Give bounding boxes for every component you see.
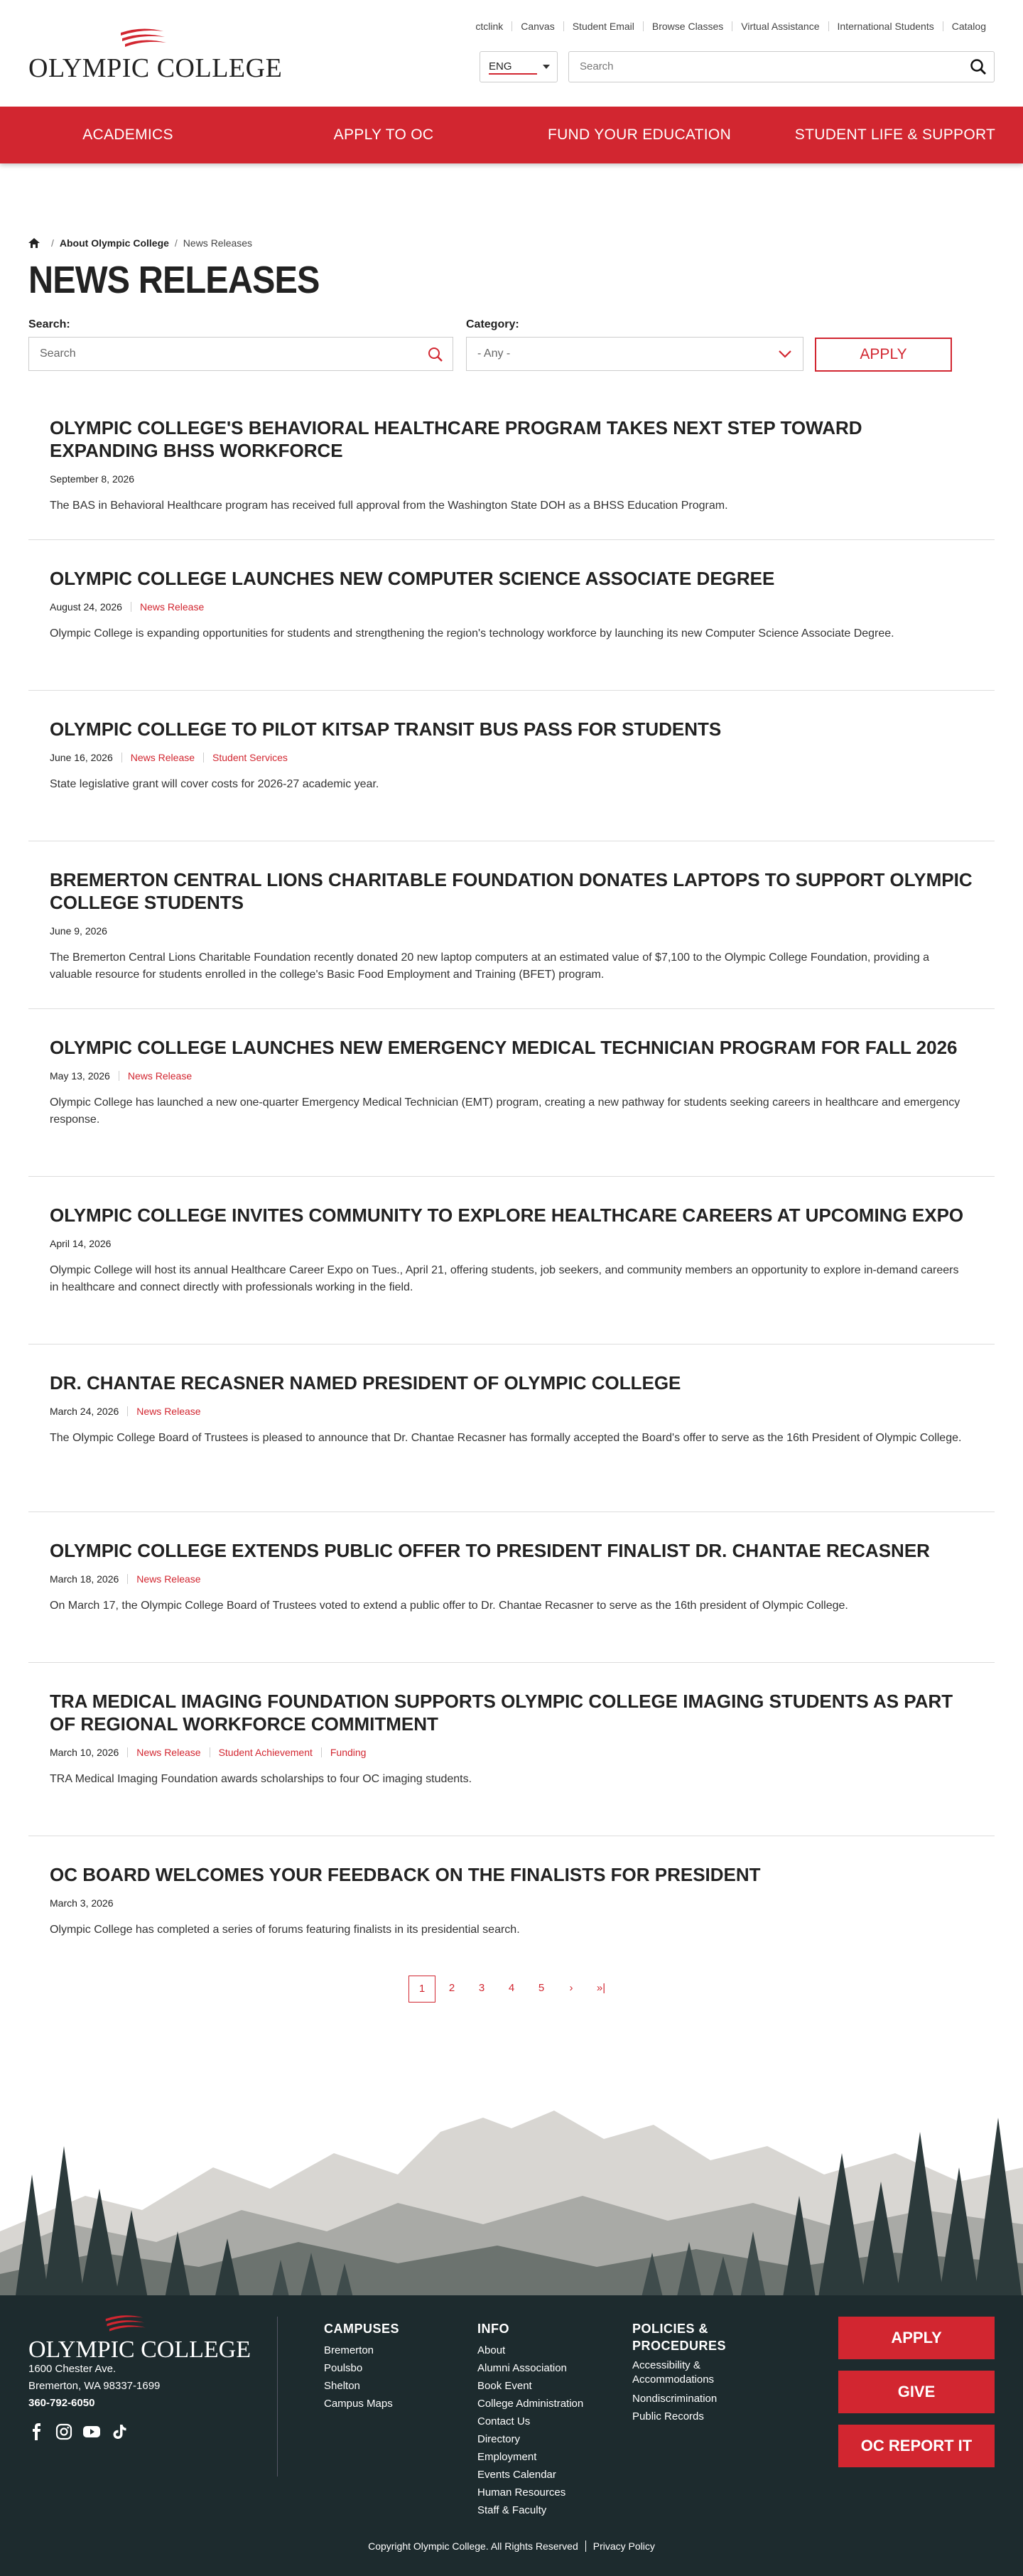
pagination <box>28 1976 995 2003</box>
page-5-link[interactable]: 5 <box>538 1982 545 1994</box>
article-summary: State legislative grant will cover costs for 2026-27 academic year. <box>50 778 379 790</box>
footer-logo-text: OLYMPIC COLLEGE <box>28 2337 251 2363</box>
breadcrumb-current: News Releases <box>183 237 253 249</box>
article-item <box>28 1344 995 1512</box>
article-tag[interactable]: News Release <box>131 602 212 612</box>
search-filter <box>28 318 453 371</box>
page-1-link[interactable]: 1 <box>408 1976 435 2003</box>
article-date: June 16, 2026 <box>50 752 113 763</box>
filters <box>28 318 995 371</box>
policy-link[interactable]: Public Records <box>632 2410 704 2423</box>
home-icon[interactable] <box>28 238 40 248</box>
logo-text: OLYMPIC COLLEGE <box>28 53 283 83</box>
footer-logo[interactable] <box>28 2312 251 2363</box>
copyright-text: Copyright Olympic College. All Rights Reserved <box>368 2540 578 2552</box>
utility-link-virtual-assistance[interactable]: Virtual Assistance <box>732 21 828 31</box>
phone-link[interactable]: 360-792-6050 <box>28 2397 95 2409</box>
article-meta <box>50 925 973 937</box>
utility-link-international-students[interactable]: International Students <box>828 21 943 31</box>
chevron-down-icon <box>777 346 793 362</box>
page-3-link[interactable]: 3 <box>478 1982 485 1994</box>
article-meta <box>50 473 973 485</box>
site-logo[interactable] <box>28 26 283 83</box>
breadcrumb-separator: / <box>174 237 178 249</box>
campus-link[interactable]: Poulsbo <box>324 2362 363 2374</box>
youtube-icon[interactable] <box>82 2423 101 2440</box>
privacy-policy-link[interactable]: Privacy Policy <box>592 2540 655 2552</box>
article-title[interactable]: OLYMPIC COLLEGE INVITES COMMUNITY TO EXPLORE HEALTHCARE CAREERS AT UPCOMING EXPO <box>50 1205 964 1226</box>
article-tag[interactable]: News Release <box>127 1574 209 1584</box>
header-search-input[interactable] <box>568 51 995 82</box>
article-summary: The Bremerton Central Lions Charitable Foundation recently donated 20 new laptop computers at an estimated value of $7,100 to the Olympic College Foundation, providing a valuable resource for students enrolled in the college's Basic Food Employment and Training (BFET) program. <box>50 952 930 981</box>
article-tag[interactable]: Student Achievement <box>210 1747 321 1757</box>
article-meta <box>50 1897 973 1909</box>
article-item <box>28 1512 995 1663</box>
campus-link[interactable]: Bremerton <box>324 2344 374 2356</box>
breadcrumb-parent[interactable]: About Olympic College <box>59 237 169 249</box>
search-input[interactable] <box>28 337 453 371</box>
article-summary: Olympic College has completed a series of forums featuring finalists in its presidential search. <box>50 1924 520 1936</box>
article-date: September 8, 2026 <box>50 473 135 485</box>
footer-policies <box>632 2320 760 2425</box>
article-summary: TRA Medical Imaging Foundation awards scholarships to four OC imaging students. <box>50 1773 472 1785</box>
info-link[interactable]: About <box>477 2344 506 2356</box>
main-content <box>0 237 1023 2003</box>
tiktok-icon[interactable] <box>111 2423 128 2440</box>
article-meta <box>50 1070 973 1082</box>
article-summary: On March 17, the Olympic College Board of Trustees voted to extend a public offer to Dr. Chantae Recasner to serve as the 16th president of Olympic College. <box>50 1600 848 1612</box>
footer-campuses <box>324 2320 399 2413</box>
language-select[interactable] <box>480 51 558 82</box>
utility-link-ctclink[interactable]: ctclink <box>475 21 504 32</box>
info-link[interactable]: Directory <box>477 2433 521 2445</box>
article-tag[interactable]: Funding <box>321 1747 375 1757</box>
article-date: March 3, 2026 <box>50 1897 114 1909</box>
nav-apply[interactable]: APPLY TO OC <box>333 126 434 143</box>
article-date: March 18, 2026 <box>50 1573 119 1585</box>
copyright-bar <box>0 2540 1023 2552</box>
category-filter <box>466 318 803 371</box>
category-label: Category: <box>466 318 519 330</box>
footer-divider <box>277 2317 278 2477</box>
utility-link-browse-classes[interactable]: Browse Classes <box>643 21 732 31</box>
last-page-link[interactable]: »| <box>596 1982 606 1994</box>
info-link[interactable]: Employment <box>477 2451 537 2463</box>
policies-heading: POLICIES & PROCEDURES <box>632 2322 727 2353</box>
breadcrumb <box>28 237 995 249</box>
utility-link-canvas[interactable]: Canvas <box>512 21 563 31</box>
article-summary: Olympic College is expanding opportunities for students and strengthening the region's technology workforce by launching its new Computer Science Associate Degree. <box>50 627 894 640</box>
article-title[interactable]: TRA MEDICAL IMAGING FOUNDATION SUPPORTS OLYMPIC COLLEGE IMAGING STUDENTS AS PART OF REGIONAL WORKFORCE COMMITMENT <box>50 1691 953 1735</box>
utility-link-student-email[interactable]: Student Email <box>563 21 643 31</box>
footer-report-button[interactable]: OC REPORT IT <box>838 2425 995 2467</box>
article-title[interactable]: OLYMPIC COLLEGE TO PILOT KITSAP TRANSIT BUS PASS FOR STUDENTS <box>50 718 722 740</box>
logo-wave-icon <box>114 26 170 53</box>
info-link[interactable]: Human Resources <box>477 2486 566 2499</box>
page-2-link[interactable]: 2 <box>448 1982 455 1994</box>
article-item <box>28 389 995 540</box>
article-tag[interactable]: News Release <box>121 753 203 762</box>
address-line: 1600 Chester Ave. <box>28 2363 117 2375</box>
caret-down-icon <box>543 65 550 69</box>
article-item <box>28 1177 995 1344</box>
article-item <box>28 1836 995 1978</box>
category-value: - Any - <box>477 347 511 360</box>
article-date: April 14, 2026 <box>50 1238 112 1249</box>
article-date: May 13, 2026 <box>50 1070 110 1082</box>
article-summary: Olympic College has launched a new one-quarter Emergency Medical Technician (EMT) program, creating a new pathway for students seeking careers in healthcare and emergency response. <box>50 1096 960 1126</box>
info-link[interactable]: Staff & Faculty <box>477 2504 547 2516</box>
article-list <box>28 389 995 1978</box>
article-item <box>28 1009 995 1177</box>
article-item <box>28 691 995 841</box>
footer-give-button[interactable]: GIVE <box>838 2371 995 2413</box>
nav-academics[interactable]: ACADEMICS <box>82 126 173 143</box>
search-icon[interactable] <box>427 346 444 363</box>
article-title[interactable]: OLYMPIC COLLEGE LAUNCHES NEW EMERGENCY MEDICAL TECHNICIAN PROGRAM FOR FALL 2026 <box>50 1037 958 1058</box>
language-value: ENG <box>489 60 512 72</box>
info-link[interactable]: Contact Us <box>477 2415 531 2427</box>
campus-link[interactable]: Shelton <box>324 2380 360 2392</box>
article-date: August 24, 2026 <box>50 601 122 613</box>
article-item <box>28 540 995 691</box>
article-title[interactable]: BREMERTON CENTRAL LIONS CHARITABLE FOUNDATION DONATES LAPTOPS TO SUPPORT OLYMPIC COLLEGE STUDENTS <box>50 869 973 913</box>
footer-apply-button[interactable]: APPLY <box>838 2317 995 2359</box>
article-summary: Olympic College will host its annual Healthcare Career Expo on Tues., April 21, offering students, job seekers, and community members an opportunity to explore in-demand careers in healthcare and connect directly with professionals working in the field. <box>50 1264 959 1293</box>
article-title[interactable]: OLYMPIC COLLEGE EXTENDS PUBLIC OFFER TO PRESIDENT FINALIST DR. CHANTAE RECASNER <box>50 1540 930 1561</box>
article-tag[interactable]: Student Services <box>203 753 296 762</box>
article-summary: The BAS in Behavioral Healthcare program has received full approval from the Washington State DOH as a BHSS Education Program. <box>50 500 728 512</box>
logo-wave-icon <box>99 2312 149 2337</box>
article-meta <box>50 752 973 763</box>
info-link[interactable]: Alumni Association <box>477 2362 567 2374</box>
article-item <box>28 841 995 1009</box>
header-search-placeholder: Search <box>580 60 614 72</box>
article-date: March 10, 2026 <box>50 1747 119 1758</box>
article-title[interactable]: DR. CHANTAE RECASNER NAMED PRESIDENT OF OLYMPIC COLLEGE <box>50 1372 681 1394</box>
campus-link[interactable]: Campus Maps <box>324 2398 393 2410</box>
article-meta <box>50 1406 973 1417</box>
article-date: March 24, 2026 <box>50 1406 119 1417</box>
page-4-link[interactable]: 4 <box>508 1982 515 1994</box>
article-title[interactable]: OLYMPIC COLLEGE'S BEHAVIORAL HEALTHCARE PROGRAM TAKES NEXT STEP TOWARD EXPANDING BHSS WORKFORCE <box>50 417 862 461</box>
search-placeholder: Search <box>40 347 76 360</box>
article-item <box>28 1663 995 1836</box>
info-heading: INFO <box>477 2322 509 2336</box>
site-footer <box>0 2295 1023 2576</box>
article-title[interactable]: OLYMPIC COLLEGE LAUNCHES NEW COMPUTER SCIENCE ASSOCIATE DEGREE <box>50 568 775 589</box>
next-page-link[interactable]: › <box>569 1982 573 1994</box>
article-date: June 9, 2026 <box>50 925 107 937</box>
apply-button[interactable]: APPLY <box>815 338 952 372</box>
article-title[interactable]: OC BOARD WELCOMES YOUR FEEDBACK ON THE FINALISTS FOR PRESIDENT <box>50 1864 761 1885</box>
social-links <box>28 2423 128 2440</box>
address-line: Bremerton, WA 98337-1699 <box>28 2380 161 2392</box>
policy-link[interactable]: Accessibility & Accommodations <box>632 2359 715 2386</box>
article-meta <box>50 1747 973 1758</box>
article-summary: The Olympic College Board of Trustees is pleased to announce that Dr. Chantae Recasner has formally accepted the Board's offer to serve as the 16th President of Olympic College. <box>50 1432 962 1444</box>
article-meta <box>50 1238 973 1249</box>
article-meta <box>50 1573 973 1585</box>
nav-student-life[interactable]: STUDENT LIFE & SUPPORT <box>794 126 996 143</box>
site-header <box>0 0 1023 107</box>
campuses-heading: CAMPUSES <box>324 2322 400 2336</box>
mountain-forest-illustration <box>0 2089 1023 2306</box>
category-select[interactable] <box>466 337 803 371</box>
article-tag[interactable]: News Release <box>127 1747 209 1757</box>
facebook-icon[interactable] <box>28 2423 45 2440</box>
search-label: Search: <box>28 318 70 330</box>
info-link[interactable]: College Administration <box>477 2398 584 2410</box>
instagram-icon[interactable] <box>55 2423 72 2440</box>
nav-fund-education[interactable]: FUND YOUR EDUCATION <box>547 126 732 143</box>
info-link[interactable]: Events Calendar <box>477 2469 556 2481</box>
info-link[interactable]: Book Event <box>477 2380 532 2392</box>
footer-info <box>477 2320 583 2519</box>
footer-address <box>28 2361 160 2412</box>
search-icon[interactable] <box>970 58 987 75</box>
page-title: NEWS RELEASES <box>28 259 320 301</box>
article-tag[interactable]: News Release <box>119 1071 200 1081</box>
utility-links <box>467 21 995 31</box>
article-meta <box>50 601 973 613</box>
language-underline <box>489 73 537 75</box>
policy-link[interactable]: Nondiscrimination <box>632 2393 718 2405</box>
breadcrumb-separator: / <box>51 237 54 249</box>
article-tag[interactable]: News Release <box>127 1406 209 1416</box>
utility-link-catalog[interactable]: Catalog <box>943 21 995 31</box>
main-nav <box>0 107 1023 163</box>
